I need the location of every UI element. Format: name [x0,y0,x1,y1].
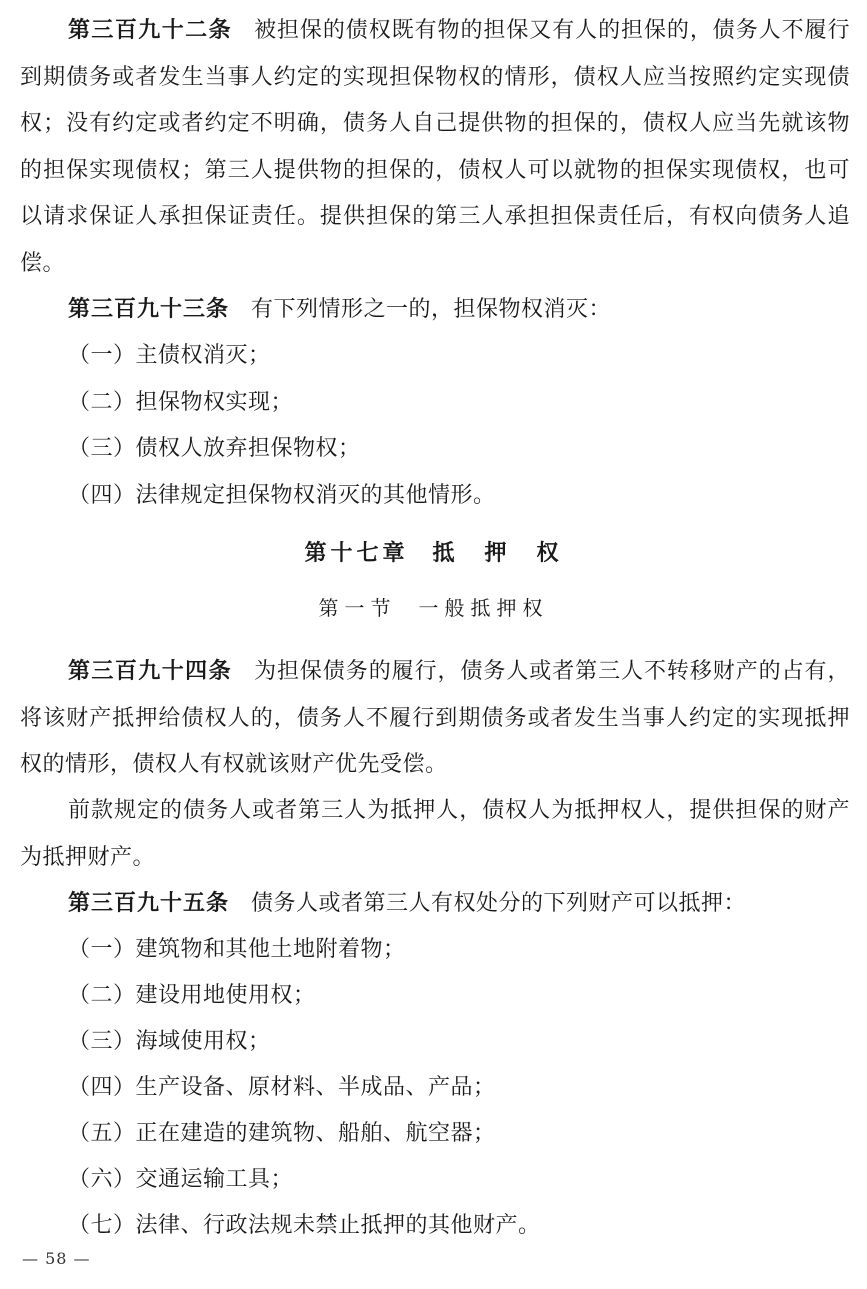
section-title: 一般抵押权 [418,596,549,620]
list-item: （五）正在建造的建筑物、船舶、航空器； [68,1121,496,1146]
list-item: （四）法律规定担保物权消灭的其他情形。 [68,483,496,508]
article-text: 有下列情形之一的，担保物权消灭： [251,297,612,322]
article-392 [20,8,850,287]
list-item: （一）主债权消灭； [68,343,271,368]
article-393 [20,287,850,334]
list-item: （二）担保物权实现； [68,390,294,415]
article-text: 被担保的债权既有物的担保又有人的担保的，债务人不履行到期债务或者发生当事人约定的实现担保物权的情形，债权人应当按照约定实现债权；没有约定或者约定不明确，债务人自己提供物的担保的，债权人应当先就该物的担保实现债权；第三人提供物的担保的，债权人可以就物的担保实现债权，也可以请求保证人承担保证责任。提供担保的第三人承担担保责任后，有权向债务人追偿。 [20,18,850,276]
article-394 [20,649,850,789]
article-number: 第三百九十二条 [68,18,233,43]
section-heading [0,592,867,624]
article-text: 为担保债务的履行，债务人或者第三人不转移财产的占有，将该财产抵押给债权人的，债务人不履行到期债务或者发生当事人约定的实现抵押权的情形，债权人有权就该财产优先受偿。 [20,659,850,777]
article-number: 第三百九十四条 [68,659,233,684]
list-item: （六）交通运输工具； [68,1167,294,1192]
article-text: 债务人或者第三人有权处分的下列财产可以抵押： [251,891,747,916]
section-number: 第一节 [318,596,397,620]
list-item: （四）生产设备、原材料、半成品、产品； [68,1075,496,1100]
article-number: 第三百九十三条 [68,297,230,322]
list-item: （一）建筑物和其他土地附着物； [68,937,406,962]
page-number: — 58 — [22,1249,91,1268]
list-item: （三）海域使用权； [68,1029,271,1054]
list-item: （七）法律、行政法规未禁止抵押的其他财产。 [68,1213,541,1238]
article-395 [20,881,850,928]
chapter-heading [0,537,867,571]
list-item: （二）建设用地使用权； [68,983,316,1008]
chapter-title: 抵 押 权 [432,541,563,566]
article-394-paragraph-2: 前款规定的债务人或者第三人为抵押人，债权人为抵押权人，提供担保的财产为抵押财产。 [20,798,850,870]
list-item: （三）债权人放弃担保物权； [68,436,361,461]
chapter-number: 第十七章 [304,541,409,566]
article-number: 第三百九十五条 [68,891,230,916]
